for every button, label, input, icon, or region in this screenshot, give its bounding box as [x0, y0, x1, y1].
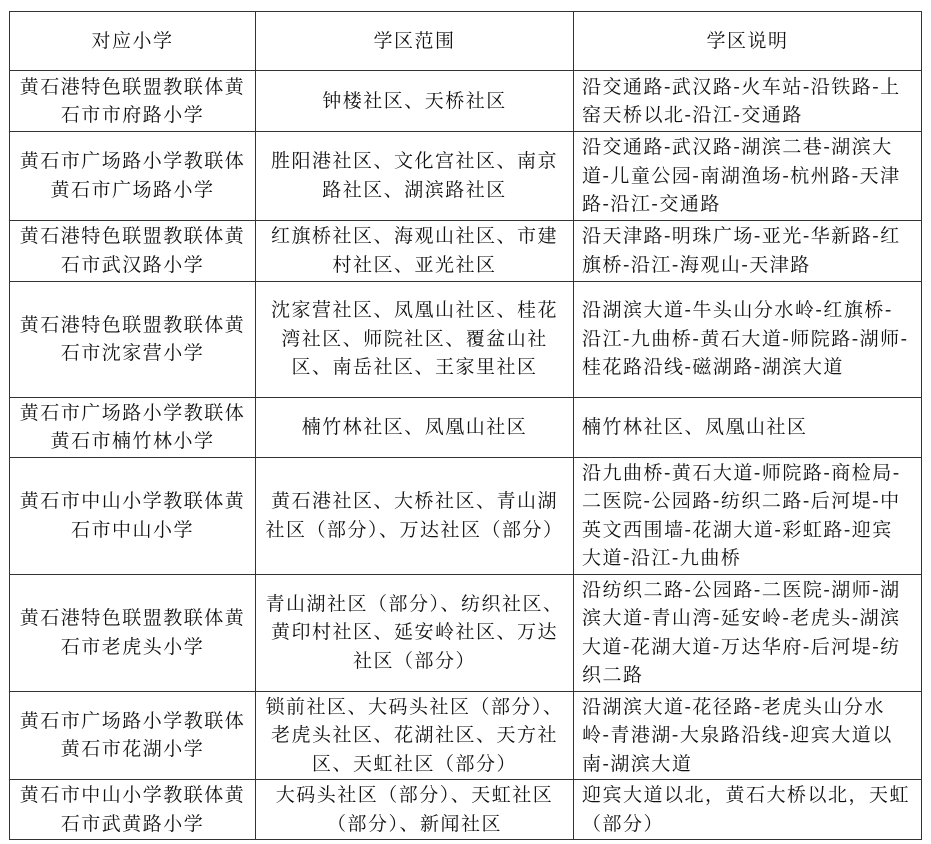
desc-cell: 沿纺织二路-公园路-二医院-湖师-湖滨大道-青山湾-延安岭-老虎头-湖滨大道-花湖大道-万达华府-后河堤-纺织二路 — [574, 574, 922, 691]
table-body — [10, 71, 922, 840]
table-row — [10, 457, 922, 574]
range-cell: 沈家营社区、凤凰山社区、桂花湾社区、师院社区、覆盆山社区、南岳社区、王家里社区 — [256, 281, 574, 397]
desc-cell: 迎宾大道以北，黄石大桥以北，天虹（部分） — [574, 780, 922, 840]
desc-cell: 沿交通路-武汉路-火车站-沿铁路-上窑天桥以北-沿江-交通路 — [574, 71, 922, 132]
desc-cell: 沿天津路-明珠广场-亚光-华新路-红旗桥-沿江-海观山-天津路 — [574, 220, 922, 281]
header-row — [10, 12, 922, 71]
desc-cell: 沿湖滨大道-牛头山分水岭-红旗桥-沿江-九曲桥-黄石大道-师院路-湖师-桂花路沿线-磁湖路-湖滨大道 — [574, 281, 922, 397]
table-row — [10, 780, 922, 840]
table-row — [10, 397, 922, 457]
school-cell: 黄石市中山小学教联体黄石市武黄路小学 — [10, 780, 256, 840]
desc-cell: 楠竹林社区、凤凰山社区 — [574, 397, 922, 457]
range-cell: 楠竹林社区、凤凰山社区 — [256, 397, 574, 457]
range-cell: 胜阳港社区、文化宫社区、南京路社区、湖滨路社区 — [256, 132, 574, 221]
school-cell: 黄石市中山小学教联体黄石市中山小学 — [10, 457, 256, 574]
range-cell: 锁前社区、大码头社区（部分）、老虎头社区、花湖社区、天方社区、天虹社区（部分） — [256, 691, 574, 780]
range-cell: 黄石港社区、大桥社区、青山湖社区（部分）、万达社区（部分） — [256, 457, 574, 574]
table-row — [10, 132, 922, 221]
school-cell: 黄石市广场路小学教联体黄石市广场路小学 — [10, 132, 256, 221]
school-cell: 黄石市广场路小学教联体黄石市楠竹林小学 — [10, 397, 256, 457]
table-row — [10, 574, 922, 691]
school-district-table — [9, 11, 922, 840]
range-cell: 钟楼社区、天桥社区 — [256, 71, 574, 132]
header-range: 学区范围 — [256, 12, 574, 71]
range-cell: 红旗桥社区、海观山社区、市建村社区、亚光社区 — [256, 220, 574, 281]
table-row — [10, 220, 922, 281]
desc-cell: 沿九曲桥-黄石大道-师院路-商检局-二医院-公园路-纺织二路-后河堤-中英文西围墙-花湖大道-彩虹路-迎宾大道-沿江-九曲桥 — [574, 457, 922, 574]
school-cell: 黄石港特色联盟教联体黄石市老虎头小学 — [10, 574, 256, 691]
desc-cell: 沿湖滨大道-花径路-老虎头山分水岭-青港湖-大泉路沿线-迎宾大道以南-湖滨大道 — [574, 691, 922, 780]
desc-cell: 沿交通路-武汉路-湖滨二巷-湖滨大道-儿童公园-南湖渔场-杭州路-天津路-沿江-交通路 — [574, 132, 922, 221]
header-desc: 学区说明 — [574, 12, 922, 71]
table-row — [10, 691, 922, 780]
table-row — [10, 281, 922, 397]
range-cell: 青山湖社区（部分）、纺织社区、黄印村社区、延安岭社区、万达社区（部分） — [256, 574, 574, 691]
school-cell: 黄石市广场路小学教联体黄石市花湖小学 — [10, 691, 256, 780]
school-cell: 黄石港特色联盟教联体黄石市市府路小学 — [10, 71, 256, 132]
school-cell: 黄石港特色联盟教联体黄石市武汉路小学 — [10, 220, 256, 281]
header-school: 对应小学 — [10, 12, 256, 71]
range-cell: 大码头社区（部分）、天虹社区（部分）、新闻社区 — [256, 780, 574, 840]
table-header — [10, 12, 922, 71]
school-cell: 黄石港特色联盟教联体黄石市沈家营小学 — [10, 281, 256, 397]
table-row — [10, 71, 922, 132]
